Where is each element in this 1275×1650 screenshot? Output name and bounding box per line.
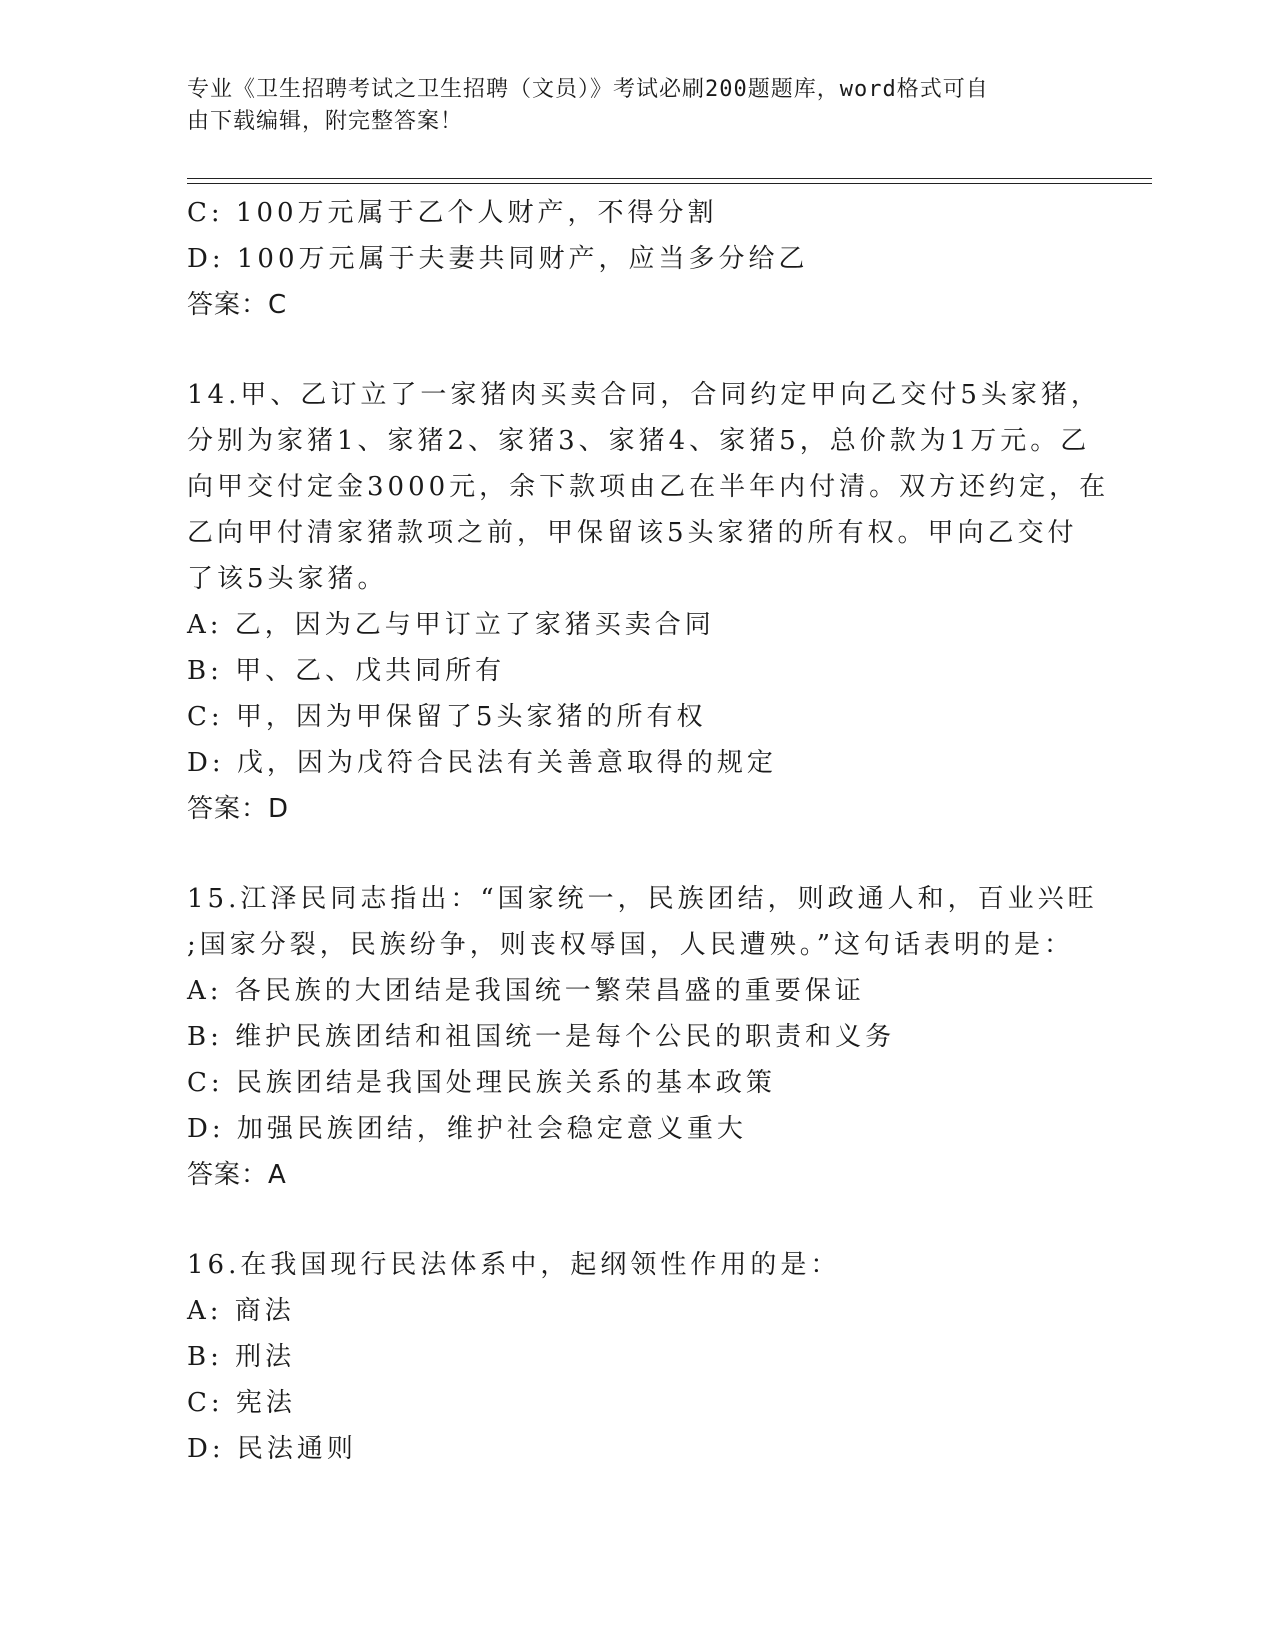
question-14: [187, 372, 1110, 832]
document-body: [187, 190, 1110, 1472]
option-d: D: 民法通则: [187, 1434, 357, 1464]
document-header: [187, 74, 1087, 138]
option-a: A: 乙，因为乙与甲订立了家猪买卖合同: [187, 610, 715, 640]
answer: 答案：A: [187, 1160, 287, 1190]
answer: 答案：C: [187, 290, 288, 320]
option-d: D: 加强民族团结，维护社会稳定意义重大: [187, 1114, 747, 1144]
question-stem-line: 14.甲、乙订立了一家猪肉买卖合同，合同约定甲向乙交付5头家猪，: [187, 380, 1101, 410]
option-d: D: 戊，因为戊符合民法有关善意取得的规定: [187, 748, 777, 778]
option-c: C: 宪法: [187, 1388, 296, 1418]
question-15: [187, 876, 1098, 1198]
option-b: B: 刑法: [187, 1342, 296, 1372]
option-b: B: 甲、乙、戊共同所有: [187, 656, 506, 686]
option-d: D: 100万元属于夫妻共同财产，应当多分给乙: [187, 244, 809, 274]
question-stem-line: 16.在我国现行民法体系中，起纲领性作用的是：: [187, 1250, 841, 1280]
question-16: [187, 1242, 1087, 1472]
question-stem-line: 向甲交付定金3000元，余下款项由乙在半年内付清。双方还约定，在: [187, 472, 1110, 502]
option-b: B: 维护民族团结和祖国统一是每个公民的职责和义务: [187, 1022, 896, 1052]
option-c: C: 民族团结是我国处理民族关系的基本政策: [187, 1068, 776, 1098]
answer: 答案：D: [187, 794, 290, 824]
option-c: C: 甲，因为甲保留了5头家猪的所有权: [187, 702, 707, 732]
question-stem-line: 乙向甲付清家猪款项之前，甲保留该5头家猪的所有权。甲向乙交付: [187, 518, 1078, 548]
header-divider-top: [187, 178, 1152, 179]
option-a: A: 商法: [187, 1296, 295, 1326]
option-c: C: 100万元属于乙个人财产，不得分割: [187, 198, 718, 228]
header-line-1: 专业《卫生招聘考试之卫生招聘（文员）》考试必刷200题题库，word格式可自: [187, 77, 989, 102]
question-stem-line: 了该5头家猪。: [187, 564, 388, 594]
question-stem-line: ;国家分裂，民族纷争，则丧权辱国，人民遭殃。”这句话表明的是：: [187, 930, 1075, 960]
question-stem-line: 15.江泽民同志指出：“国家统一，民族团结，则政通人和，百业兴旺: [187, 884, 1098, 914]
question-stem-line: 分别为家猪1、家猪2、家猪3、家猪4、家猪5，总价款为1万元。乙: [187, 426, 1091, 456]
header-line-2: 由下载编辑，附完整答案！: [187, 109, 464, 134]
question-13-tail: [187, 190, 1087, 328]
option-a: A: 各民族的大团结是我国统一繁荣昌盛的重要保证: [187, 976, 865, 1006]
header-divider-bottom: [187, 183, 1152, 184]
